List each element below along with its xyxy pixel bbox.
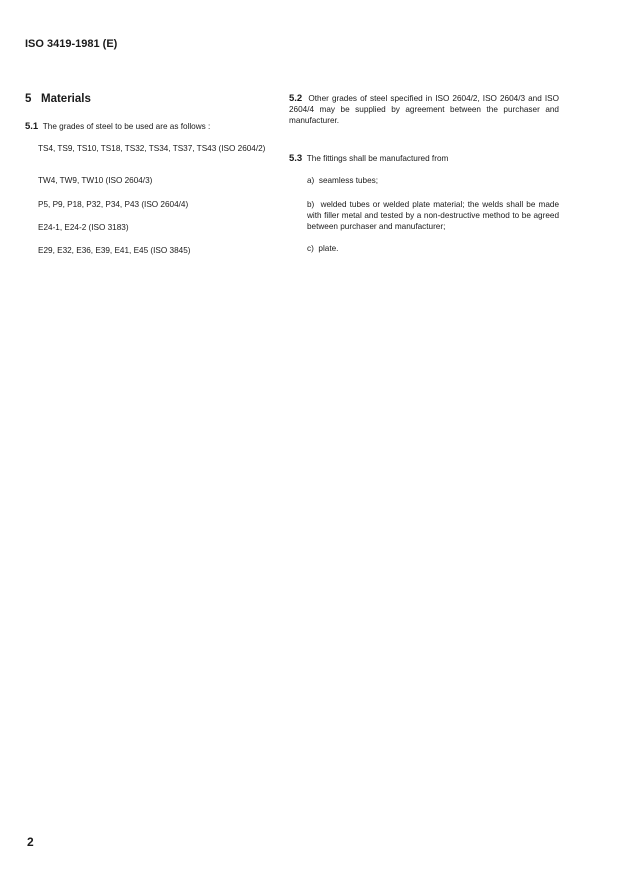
grade-list-item: TS4, TS9, TS10, TS18, TS32, TS34, TS37, TS43 (ISO 2604/2): [38, 144, 266, 153]
clause-number: 5.1: [25, 121, 39, 132]
item-text: seamless tubes;: [318, 176, 379, 185]
page-number: 2: [27, 835, 34, 849]
clause-5-1: [25, 121, 210, 132]
list-item: [307, 244, 338, 253]
clause-number: 5.2: [289, 93, 303, 104]
item-label: b): [307, 200, 315, 209]
clause-text: The fittings shall be manufactured from: [306, 154, 449, 163]
clause-number: 5.3: [289, 153, 303, 164]
list-item: [307, 199, 559, 233]
clause-text: Other grades of steel specified in ISO 2604/2, ISO 2604/3 and ISO 2604/4 may be supplied by agreement between the purchaser and manufacturer.: [289, 94, 559, 126]
section-number: 5: [25, 93, 32, 105]
grade-list-item: E24-1, E24-2 (ISO 3183): [38, 223, 129, 232]
item-label: c): [307, 244, 314, 253]
item-text: welded tubes or welded plate material; the welds shall be made with filler metal and tested by a non-destructive method to be agreed between purchaser and manufacturer;: [307, 200, 559, 232]
document-header: ISO 3419-1981 (E): [25, 38, 118, 50]
item-text: plate.: [318, 244, 339, 253]
clause-5-2: [289, 93, 559, 127]
grade-list-item: E29, E32, E36, E39, E41, E45 (ISO 3845): [38, 246, 191, 255]
grade-list-item: TW4, TW9, TW10 (ISO 2604/3): [38, 176, 153, 185]
clause-text: The grades of steel to be used are as follows :: [42, 122, 211, 131]
item-label: a): [307, 176, 315, 185]
grade-list-item: P5, P9, P18, P32, P34, P43 (ISO 2604/4): [38, 200, 189, 209]
clause-5-3: [289, 153, 448, 164]
list-item: [307, 176, 378, 185]
section-heading: [25, 93, 91, 105]
section-title: Materials: [41, 93, 91, 105]
